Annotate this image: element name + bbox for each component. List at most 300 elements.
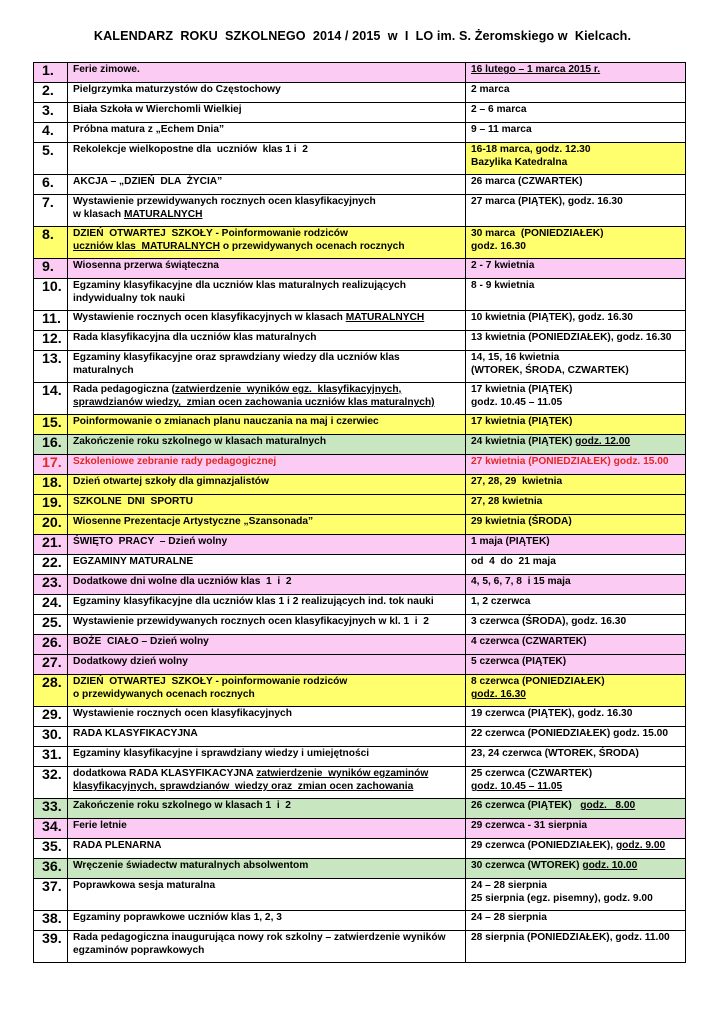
event-text: Egzaminy poprawkowe uczniów klas 1, 2, 3 <box>73 912 282 923</box>
date-line <box>471 455 685 468</box>
event-text: maturalnych <box>73 365 134 377</box>
date-text: godz. 10.45 – 11.05 <box>471 397 563 409</box>
event-text: EGZAMINY MATURALNE <box>73 556 194 567</box>
date-line <box>471 879 685 892</box>
event-line <box>73 635 465 648</box>
date-text: 23, 24 czerwca (WTOREK, ŚRODA) <box>471 748 639 759</box>
date-text: Bazylika Katedralna <box>471 157 568 169</box>
event-text: Wystawienie rocznych ocen klasyfikacyjnych w klasach <box>73 312 346 323</box>
table-row <box>34 911 686 931</box>
date-line <box>471 495 685 508</box>
event-cell <box>68 799 466 819</box>
table-row <box>34 575 686 595</box>
event-text: MATURALNYCH <box>345 312 425 323</box>
row-number: 3. <box>34 103 68 123</box>
event-cell <box>68 455 466 475</box>
date-text: 5 czerwca (PIĄTEK) <box>471 656 567 667</box>
event-line <box>73 195 465 208</box>
event-line <box>73 595 465 608</box>
date-text: godz. 8.00 <box>580 800 636 811</box>
event-line <box>73 575 465 588</box>
event-cell <box>68 767 466 799</box>
event-text: Dodatkowe dni wolne dla uczniów klas 1 i 2 <box>73 576 292 587</box>
date-cell <box>466 747 686 767</box>
event-line <box>73 175 465 188</box>
date-text: 24 kwietnia (PIĄTEK) <box>471 436 576 447</box>
date-cell <box>466 63 686 83</box>
date-text: 16-18 marca, godz. 12.30 <box>471 144 591 155</box>
row-number: 16. <box>34 435 68 455</box>
date-text: godz. 9.00 <box>615 840 666 851</box>
date-line <box>471 799 685 812</box>
date-line <box>471 635 685 648</box>
event-text: RADA PLENARNA <box>73 840 162 851</box>
date-text: 24 – 28 sierpnia <box>471 912 547 923</box>
event-text: Egzaminy klasyfikacyjne dla uczniów klas 1 i 2 realizujących ind. tok nauki <box>73 596 434 607</box>
date-text: (WTOREK, ŚRODA, CZWARTEK) <box>471 365 629 377</box>
date-text: 24 – 28 sierpnia <box>471 880 547 891</box>
event-cell <box>68 123 466 143</box>
date-line <box>471 655 685 668</box>
date-line <box>471 575 685 588</box>
row-number: 13. <box>34 351 68 383</box>
event-line <box>73 819 465 832</box>
date-cell <box>466 415 686 435</box>
date-text: 3 czerwca (ŚRODA), godz. 16.30 <box>471 616 627 627</box>
table-row <box>34 555 686 575</box>
date-text: od 4 do 21 maja <box>471 556 556 567</box>
event-cell <box>68 655 466 675</box>
event-cell <box>68 311 466 331</box>
table-row <box>34 535 686 555</box>
date-line <box>471 892 685 905</box>
event-cell <box>68 475 466 495</box>
event-line <box>73 143 465 156</box>
event-text: o przewidywanych ocenach rocznych <box>219 241 405 253</box>
date-cell <box>466 535 686 555</box>
event-text: w klasach <box>73 209 124 221</box>
row-number: 22. <box>34 555 68 575</box>
event-text: Wręczenie świadectw maturalnych absolwentom <box>73 860 309 871</box>
event-text: Wystawienie przewidywanych rocznych ocen klasyfikacyjnych w kl. 1 i 2 <box>73 616 429 627</box>
date-cell <box>466 435 686 455</box>
event-text: Egzaminy klasyfikacyjne dla uczniów klas maturalnych realizujących <box>73 280 406 291</box>
table-row <box>34 175 686 195</box>
event-cell <box>68 911 466 931</box>
table-row <box>34 675 686 707</box>
event-text: egzaminów poprawkowych <box>73 945 205 957</box>
date-line <box>471 435 685 448</box>
row-number: 14. <box>34 383 68 415</box>
date-cell <box>466 351 686 383</box>
date-line <box>471 240 685 253</box>
date-text: 1, 2 czerwca <box>471 596 531 607</box>
table-row <box>34 63 686 83</box>
date-cell <box>466 515 686 535</box>
row-number: 38. <box>34 911 68 931</box>
event-cell <box>68 535 466 555</box>
event-text: klasyfikacyjnych, sprawdzianów wiedzy oraz zmian ocen zachowania <box>73 781 414 793</box>
table-row <box>34 435 686 455</box>
date-line <box>471 535 685 548</box>
table-row <box>34 143 686 175</box>
event-text: Wiosenne Prezentacje Artystyczne „Szansonada” <box>73 516 314 527</box>
date-line <box>471 727 685 740</box>
date-text: 8 czerwca (PONIEDZIAŁEK) <box>471 676 605 687</box>
date-line <box>471 859 685 872</box>
date-line <box>471 555 685 568</box>
event-cell <box>68 707 466 727</box>
date-text: 22 czerwca (PONIEDZIAŁEK) godz. 15.00 <box>471 728 669 739</box>
table-row <box>34 515 686 535</box>
table-row <box>34 475 686 495</box>
event-line <box>73 767 465 780</box>
event-text: DZIEŃ OTWARTEJ SZKOŁY - poinformowanie rodziców <box>73 676 348 687</box>
row-number: 33. <box>34 799 68 819</box>
date-cell <box>466 819 686 839</box>
event-line <box>73 780 465 793</box>
event-text: sprawdzianów wiedzy, zmian ocen zachowania uczniów klas maturalnych) <box>73 397 435 409</box>
table-row <box>34 195 686 227</box>
event-line <box>73 839 465 852</box>
row-number: 26. <box>34 635 68 655</box>
row-number: 30. <box>34 727 68 747</box>
row-number: 37. <box>34 879 68 911</box>
event-line <box>73 364 465 377</box>
event-text: SZKOLNE DNI SPORTU <box>73 496 193 507</box>
event-line <box>73 707 465 720</box>
date-cell <box>466 595 686 615</box>
event-text: Zakończenie roku szkolnego w klasach 1 i 2 <box>73 800 291 811</box>
table-row <box>34 615 686 635</box>
event-line <box>73 475 465 488</box>
row-number: 35. <box>34 839 68 859</box>
date-line <box>471 707 685 720</box>
row-number: 7. <box>34 195 68 227</box>
date-line <box>471 383 685 396</box>
event-text: Biała Szkoła w Wierchomli Wielkiej <box>73 104 242 115</box>
row-number: 6. <box>34 175 68 195</box>
event-text: dodatkowa RADA KLASYFIKACYJNA <box>73 768 257 779</box>
table-row <box>34 879 686 911</box>
date-text: 8 - 9 kwietnia <box>471 280 535 291</box>
row-number: 20. <box>34 515 68 535</box>
row-number: 15. <box>34 415 68 435</box>
table-row <box>34 799 686 819</box>
date-line <box>471 156 685 169</box>
date-cell <box>466 727 686 747</box>
table-row <box>34 819 686 839</box>
date-text: 27 marca (PIĄTEK), godz. 16.30 <box>471 196 623 207</box>
date-line <box>471 931 685 944</box>
event-line <box>73 415 465 428</box>
row-number: 31. <box>34 747 68 767</box>
date-cell <box>466 175 686 195</box>
date-text: 29 czerwca (PONIEDZIAŁEK), <box>471 840 616 851</box>
date-cell <box>466 555 686 575</box>
table-row <box>34 415 686 435</box>
event-text: zatwierdzenie wyników egz. klasyfikacyjnych, <box>174 384 402 395</box>
event-line <box>73 911 465 924</box>
date-line <box>471 747 685 760</box>
event-cell <box>68 727 466 747</box>
event-cell <box>68 515 466 535</box>
date-text: 14, 15, 16 kwietnia <box>471 352 560 363</box>
date-line <box>471 688 685 701</box>
event-text: Dzień otwartej szkoły dla gimnazjalistów <box>73 476 269 487</box>
event-text: Próbna matura z „Echem Dnia” <box>73 124 225 135</box>
table-row <box>34 707 686 727</box>
event-text: Rada pedagogiczna ( <box>73 384 175 395</box>
date-cell <box>466 635 686 655</box>
event-cell <box>68 879 466 911</box>
date-cell <box>466 475 686 495</box>
event-line <box>73 435 465 448</box>
event-line <box>73 455 465 468</box>
date-text: 30 czerwca (WTOREK) <box>471 860 583 871</box>
event-cell <box>68 635 466 655</box>
date-text: godz. 16.30 <box>471 689 526 701</box>
row-number: 1. <box>34 63 68 83</box>
date-line <box>471 63 685 76</box>
event-cell <box>68 331 466 351</box>
table-row <box>34 259 686 279</box>
date-line <box>471 83 685 96</box>
event-cell <box>68 103 466 123</box>
date-line <box>471 364 685 377</box>
date-text: 25 sierpnia (egz. pisemny), godz. 9.00 <box>471 893 653 905</box>
event-cell <box>68 675 466 707</box>
date-cell <box>466 911 686 931</box>
table-row <box>34 311 686 331</box>
event-cell <box>68 175 466 195</box>
table-row <box>34 331 686 351</box>
date-text: 13 kwietnia (PONIEDZIAŁEK), godz. 16.30 <box>471 332 672 343</box>
event-line <box>73 383 465 396</box>
date-line <box>471 331 685 344</box>
date-line <box>471 839 685 852</box>
row-number: 23. <box>34 575 68 595</box>
date-text: godz. 10.45 – 11.05 <box>471 781 563 793</box>
date-cell <box>466 311 686 331</box>
date-text: 26 czerwca (PIĄTEK) <box>471 800 581 811</box>
event-text: Ferie zimowe. <box>73 64 140 75</box>
table-row <box>34 839 686 859</box>
date-cell <box>466 455 686 475</box>
row-number: 25. <box>34 615 68 635</box>
event-cell <box>68 615 466 635</box>
event-line <box>73 83 465 96</box>
event-text: Dodatkowy dzień wolny <box>73 656 188 667</box>
event-text: Szkoleniowe zebranie rady pedagogicznej <box>73 456 277 467</box>
date-text: 10 kwietnia (PIĄTEK), godz. 16.30 <box>471 312 633 323</box>
date-line <box>471 311 685 324</box>
event-line <box>73 727 465 740</box>
date-cell <box>466 195 686 227</box>
date-line <box>471 475 685 488</box>
date-text: 1 maja (PIĄTEK) <box>471 536 550 547</box>
event-cell <box>68 195 466 227</box>
date-line <box>471 351 685 364</box>
date-text: 28 sierpnia (PONIEDZIAŁEK), godz. 11.00 <box>471 932 670 943</box>
row-number: 19. <box>34 495 68 515</box>
date-text: 19 czerwca (PIĄTEK), godz. 16.30 <box>471 708 633 719</box>
table-row <box>34 227 686 259</box>
date-cell <box>466 931 686 963</box>
date-cell <box>466 279 686 311</box>
event-cell <box>68 83 466 103</box>
table-row <box>34 103 686 123</box>
event-text: Zakończenie roku szkolnego w klasach maturalnych <box>73 436 327 447</box>
row-number: 11. <box>34 311 68 331</box>
event-line <box>73 495 465 508</box>
event-line <box>73 799 465 812</box>
event-cell <box>68 259 466 279</box>
event-line <box>73 63 465 76</box>
table-row <box>34 931 686 963</box>
date-cell <box>466 259 686 279</box>
event-line <box>73 396 465 409</box>
date-cell <box>466 675 686 707</box>
row-number: 5. <box>34 143 68 175</box>
date-cell <box>466 655 686 675</box>
event-text: ŚWIĘTO PRACY – Dzień wolny <box>73 536 228 547</box>
date-line <box>471 123 685 136</box>
table-row <box>34 83 686 103</box>
date-cell <box>466 707 686 727</box>
date-line <box>471 195 685 208</box>
event-line <box>73 227 465 240</box>
date-cell <box>466 103 686 123</box>
event-cell <box>68 495 466 515</box>
event-text: Poinformowanie o zmianach planu nauczania na maj i czerwiec <box>73 416 379 427</box>
event-cell <box>68 383 466 415</box>
event-cell <box>68 435 466 455</box>
date-text: 25 czerwca (CZWARTEK) <box>471 768 593 779</box>
row-number: 36. <box>34 859 68 879</box>
date-text: 27, 28, 29 kwietnia <box>471 476 563 487</box>
event-cell <box>68 555 466 575</box>
date-cell <box>466 383 686 415</box>
event-text: indywidualny tok nauki <box>73 293 186 305</box>
event-line <box>73 331 465 344</box>
event-line <box>73 240 465 253</box>
date-text: 27, 28 kwietnia <box>471 496 543 507</box>
date-cell <box>466 123 686 143</box>
date-cell <box>466 879 686 911</box>
date-line <box>471 767 685 780</box>
row-number: 12. <box>34 331 68 351</box>
table-row <box>34 383 686 415</box>
date-cell <box>466 83 686 103</box>
event-cell <box>68 931 466 963</box>
date-line <box>471 595 685 608</box>
event-text: Poprawkowa sesja maturalna <box>73 880 216 891</box>
date-cell <box>466 859 686 879</box>
event-cell <box>68 279 466 311</box>
event-text: RADA KLASYFIKACYJNA <box>73 728 198 739</box>
event-cell <box>68 859 466 879</box>
row-number: 27. <box>34 655 68 675</box>
date-text: 30 marca (PONIEDZIAŁEK) <box>471 228 604 239</box>
event-line <box>73 292 465 305</box>
date-line <box>471 615 685 628</box>
row-number: 21. <box>34 535 68 555</box>
event-text: Rada pedagogiczna inaugurująca nowy rok szkolny – zatwierdzenie wyników <box>73 932 446 943</box>
table-row <box>34 123 686 143</box>
event-text: Wystawienie rocznych ocen klasyfikacyjnych <box>73 708 292 719</box>
date-line <box>471 259 685 272</box>
document-title: KALENDARZ ROKU SZKOLNEGO 2014 / 2015 w I LO im. S. Żeromskiego w Kielcach. <box>93 29 632 43</box>
event-line <box>73 123 465 136</box>
date-text: 26 marca (CZWARTEK) <box>471 176 583 187</box>
event-cell <box>68 575 466 595</box>
date-line <box>471 175 685 188</box>
table-row <box>34 859 686 879</box>
table-row <box>34 455 686 475</box>
date-text: 29 kwietnia (ŚRODA) <box>471 516 572 527</box>
row-number: 18. <box>34 475 68 495</box>
event-line <box>73 259 465 272</box>
date-text: 17 kwietnia (PIĄTEK) <box>471 416 573 427</box>
event-line <box>73 555 465 568</box>
event-text: o przewidywanych ocenach rocznych <box>73 689 255 701</box>
date-line <box>471 819 685 832</box>
date-text: 16 lutego – 1 marca 2015 r. <box>471 64 601 75</box>
date-line <box>471 103 685 116</box>
event-cell <box>68 227 466 259</box>
event-text: MATURALNYCH <box>123 209 203 221</box>
event-cell <box>68 143 466 175</box>
event-line <box>73 103 465 116</box>
event-text: zatwierdzenie wyników egzaminów <box>256 768 429 779</box>
event-line <box>73 515 465 528</box>
date-line <box>471 143 685 156</box>
event-line <box>73 747 465 760</box>
event-text: Egzaminy klasyfikacyjne oraz sprawdziany wiedzy dla uczniów klas <box>73 352 400 363</box>
date-cell <box>466 227 686 259</box>
row-number: 34. <box>34 819 68 839</box>
date-cell <box>466 143 686 175</box>
date-cell <box>466 839 686 859</box>
event-text: BOŻE CIAŁO – Dzień wolny <box>73 636 209 647</box>
date-text: 29 czerwca - 31 sierpnia <box>471 820 588 831</box>
date-text: godz. 12.00 <box>575 436 631 447</box>
event-line <box>73 931 465 944</box>
date-text: 17 kwietnia (PIĄTEK) <box>471 384 573 395</box>
event-cell <box>68 839 466 859</box>
event-line <box>73 351 465 364</box>
school-calendar-table <box>33 62 686 963</box>
row-number: 9. <box>34 259 68 279</box>
table-row <box>34 727 686 747</box>
table-row <box>34 595 686 615</box>
row-number: 8. <box>34 227 68 259</box>
event-cell <box>68 747 466 767</box>
date-text: 4 czerwca (CZWARTEK) <box>471 636 587 647</box>
row-number: 39. <box>34 931 68 963</box>
event-text: Wystawienie przewidywanych rocznych ocen klasyfikacyjnych <box>73 196 376 207</box>
table-row <box>34 279 686 311</box>
event-line <box>73 615 465 628</box>
date-line <box>471 515 685 528</box>
event-cell <box>68 415 466 435</box>
event-text: Rada klasyfikacyjna dla uczniów klas maturalnych <box>73 332 317 343</box>
row-number: 24. <box>34 595 68 615</box>
date-text: 2 – 6 marca <box>471 104 527 115</box>
event-cell <box>68 63 466 83</box>
event-text: Ferie letnie <box>73 820 127 831</box>
